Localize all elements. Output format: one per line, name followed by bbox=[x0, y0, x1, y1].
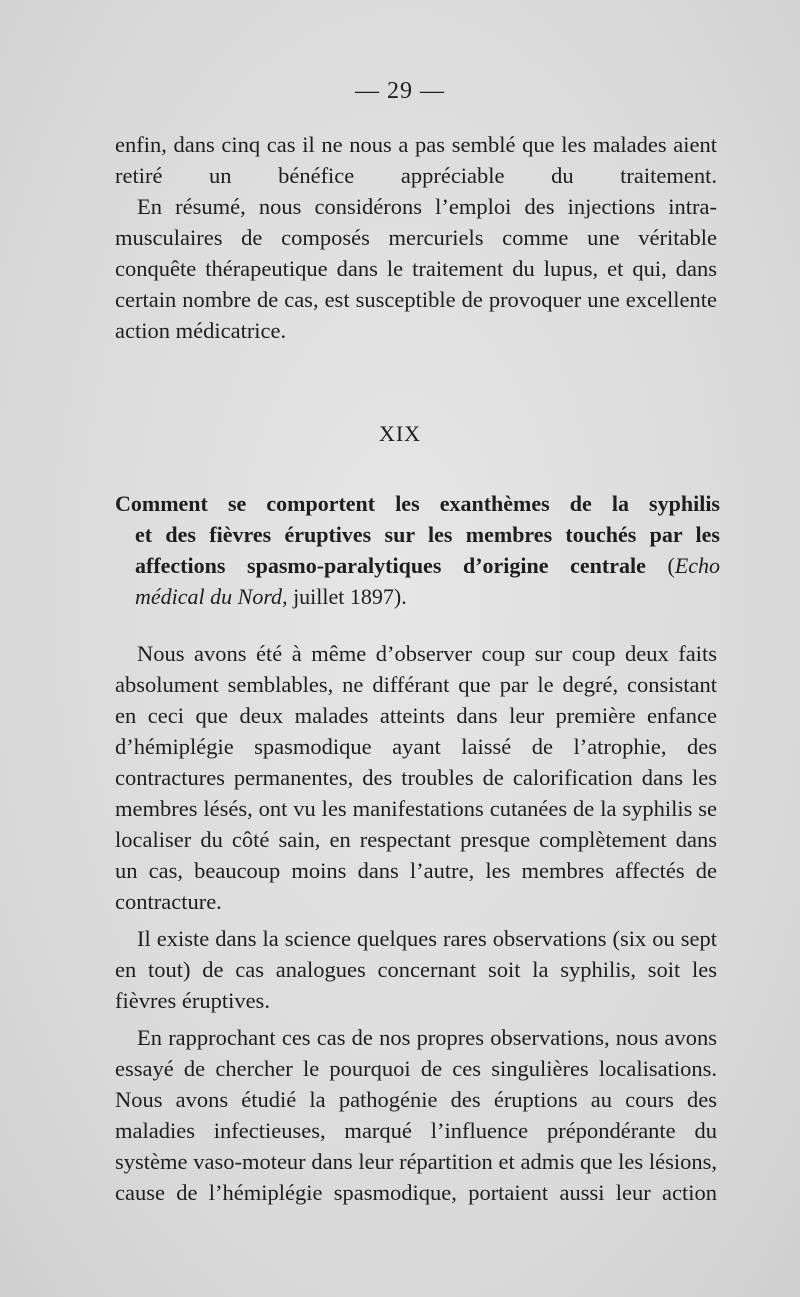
body-paragraph-2: Il existe dans la science quelques rares observations (six ou sept en tout) de cas analogues concernant soit la syphilis, soit les fièvres éruptives. bbox=[115, 926, 717, 1013]
source-open: ( bbox=[645, 553, 675, 578]
page-number: — 29 — bbox=[355, 78, 445, 104]
body-text bbox=[115, 638, 717, 1208]
intro-paragraph-2: En résumé, nous considérons l’emploi des injections intra-musculaires de composés mercuriels comme une véritable conquête thérapeutique dans le traitement du lupus, et qui, dans certain nombre de cas, est susceptible de provoquer une excellente action médicatrice. bbox=[115, 194, 717, 343]
section-title-line-1: Comment se comportent les exanthèmes de la syphilis bbox=[115, 491, 720, 516]
source-date: , juillet 1897). bbox=[282, 584, 407, 609]
intro-text bbox=[115, 129, 717, 346]
section-title-continuation bbox=[115, 519, 720, 612]
section-title bbox=[115, 488, 720, 612]
body-paragraph-3: En rapprochant ces cas de nos propres observations, nous avons essayé de chercher le pourquoi de ces singulières localisations. Nous avons étudié la pathogénie des éruptions au cours des maladies infectieuses, marqué l’influence prépondérante du système vaso-moteur dans leur répartition et admis que les lésions, cause de l’hémiplégie spasmodique, portaient aussi leur action bbox=[115, 1025, 717, 1205]
intro-paragraph-1: enfin, dans cinq cas il ne nous a pas semblé que les malades aient retiré un bénéfice appréciable du traitement. bbox=[115, 132, 717, 188]
source-journal: Echo médical du Nord bbox=[135, 553, 721, 609]
body-paragraph-1: Nous avons été à même d’observer coup sur coup deux faits absolument semblables, ne différant que par le degré, consistant en ceci que deux malades atteints dans leur première enfance d’hémiplégie spasmodique ayant laissé de l’atrophie, des contractures permanentes, des troubles de calorification dans les membres lésés, ont vu les manifestations cutanées de la syphilis se localiser du côté sain, en respectant presque complètement dans un cas, beaucoup moins dans l’autre, les membres affectés de contracture. bbox=[115, 641, 717, 914]
section-title-rest: et des fièvres éruptives sur les membres touchés par les affections spasmo-paralytiques d’origine centrale bbox=[135, 522, 720, 578]
section-number: XIX bbox=[378, 421, 422, 446]
